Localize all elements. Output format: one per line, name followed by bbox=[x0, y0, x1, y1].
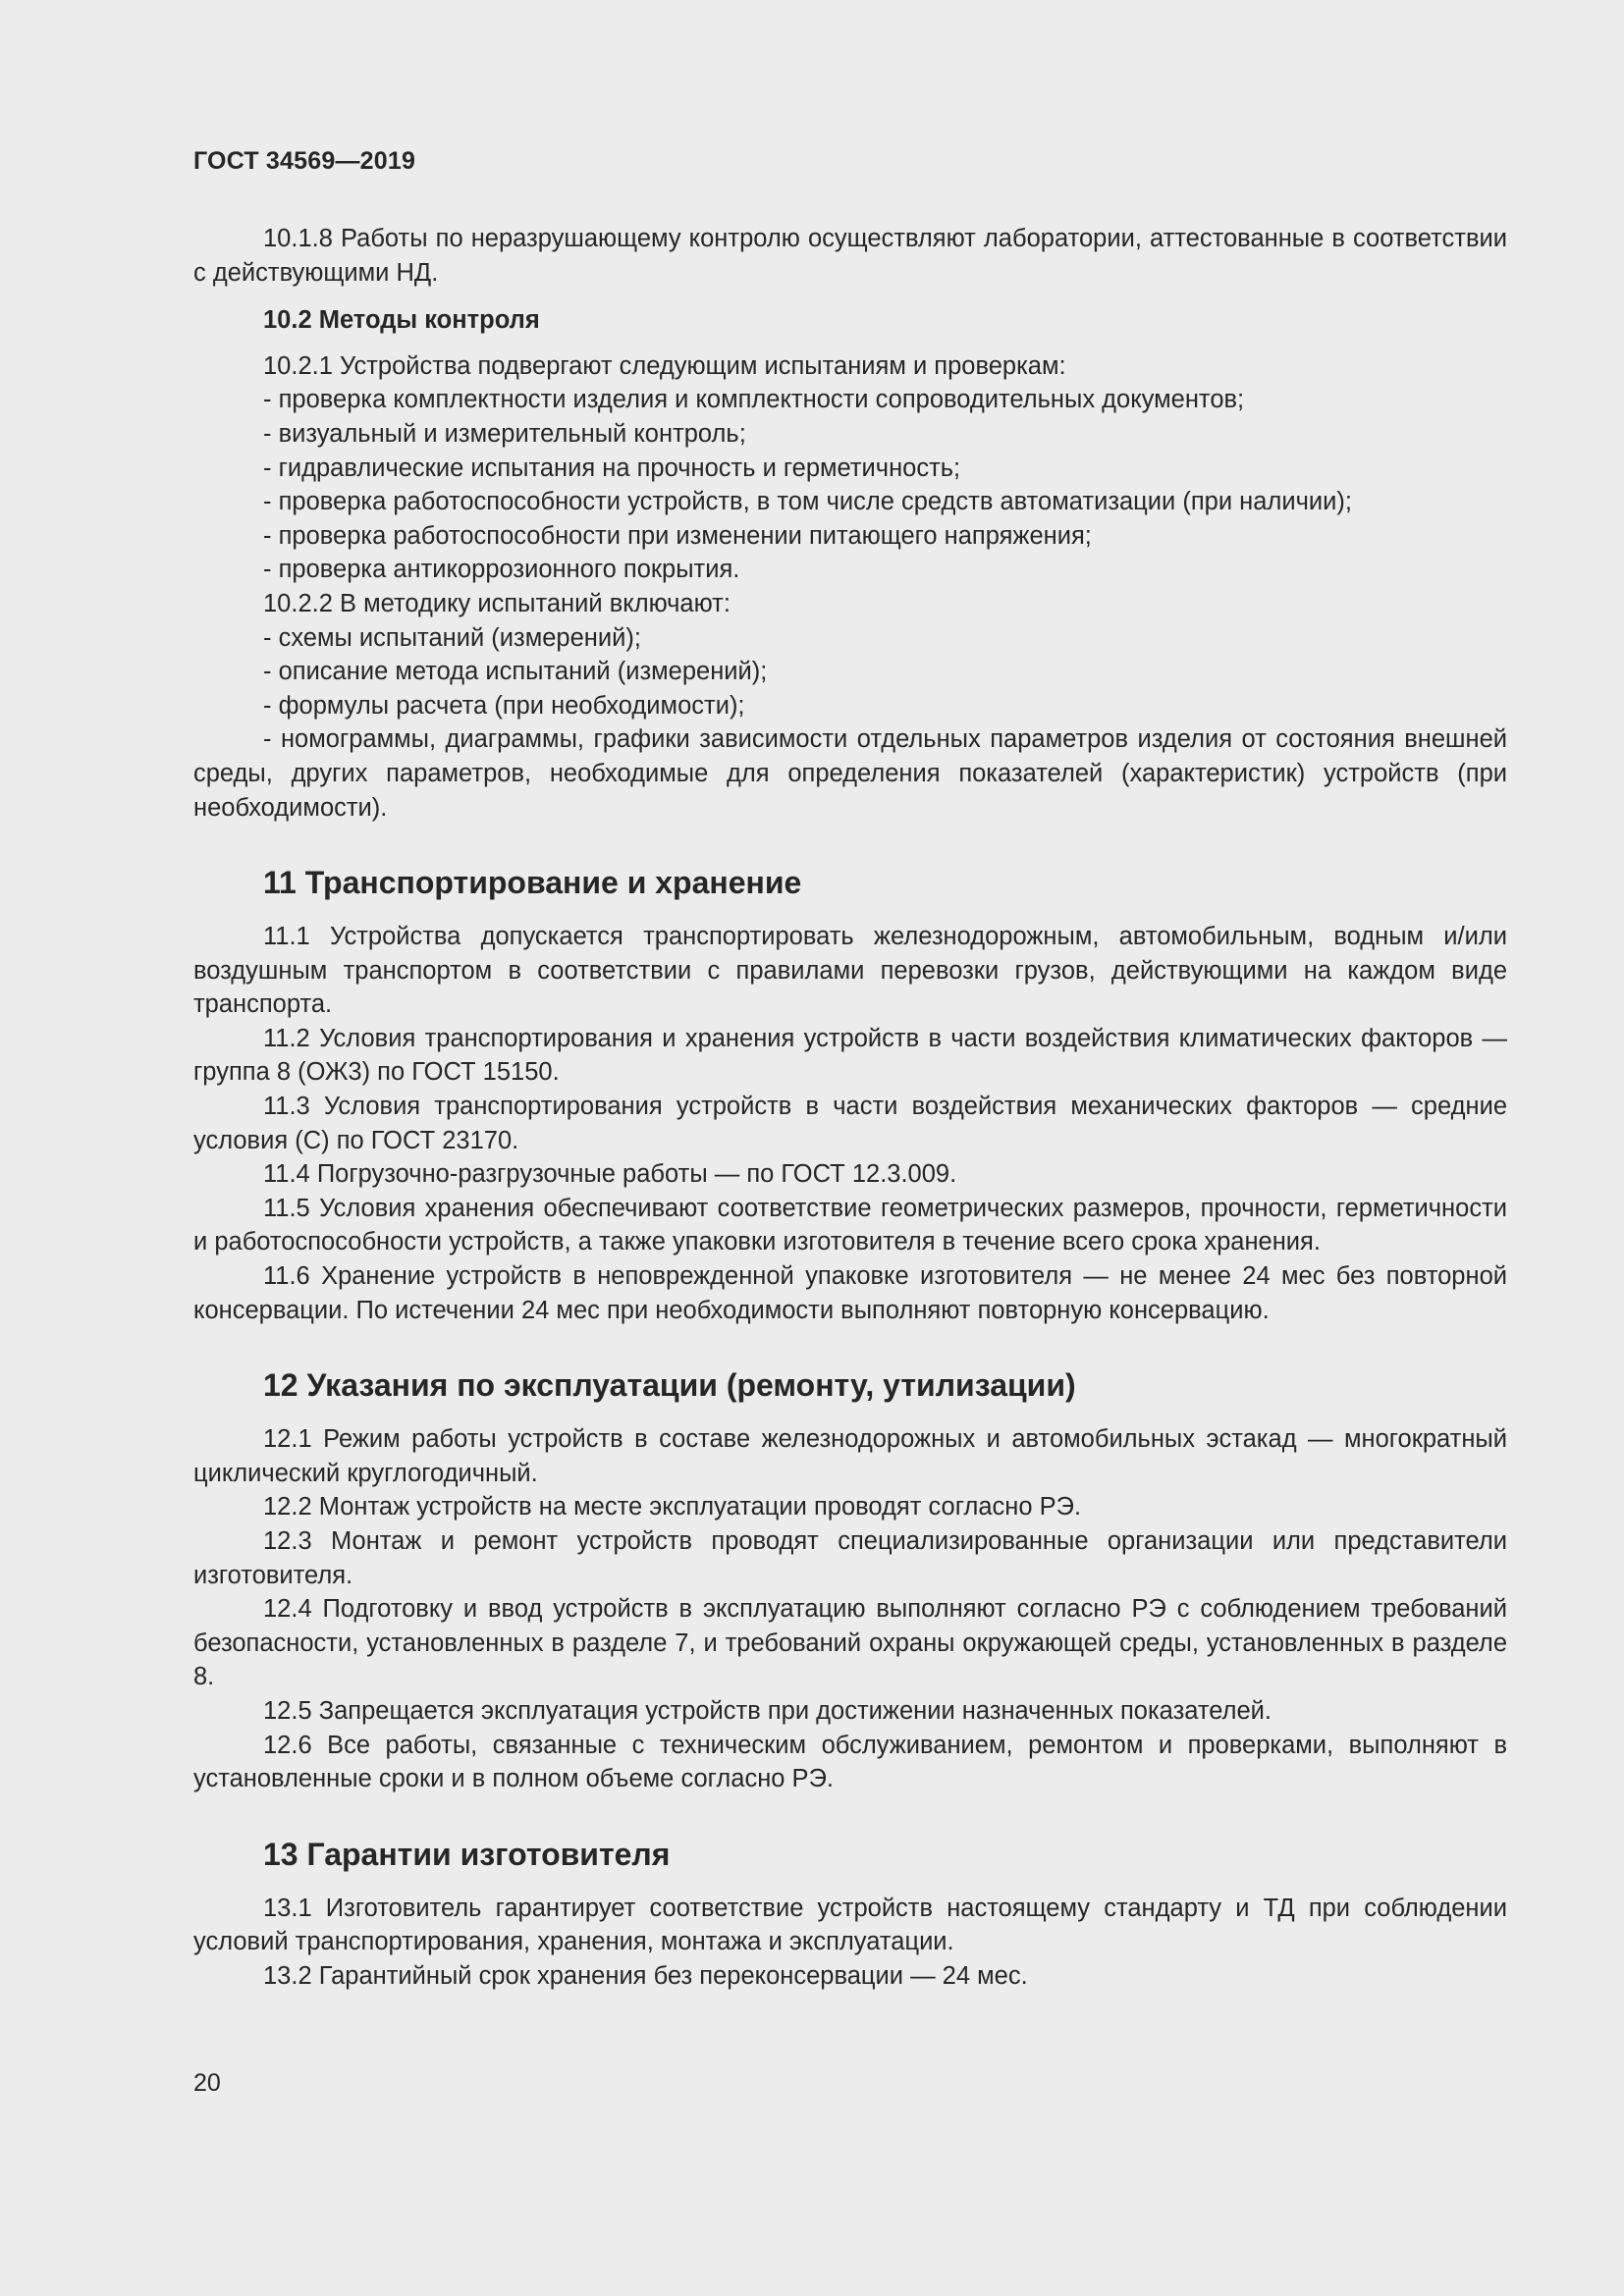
paragraph-10-2-1: 10.2.1 Устройства подвергают следующим испытаниям и проверкам: bbox=[263, 351, 1066, 380]
list-item: - проверка комплектности изделия и комплектности сопроводительных документов; bbox=[263, 386, 1245, 414]
list-item: - формулы расчета (при необходимости); bbox=[263, 691, 745, 720]
page-number: 20 bbox=[193, 2069, 221, 2097]
paragraph-12-5: 12.5 Запрещается эксплуатация устройств при достижении назначенных показателей. bbox=[263, 1696, 1272, 1725]
list-item: - проверка работоспособности при изменении питающего напряжения; bbox=[263, 521, 1092, 550]
subsection-heading-10-2: 10.2 Методы контроля bbox=[263, 306, 540, 335]
paragraph-12-4: 12.4 Подготовку и ввод устройств в эксплуатацию выполняют согласно РЭ с соблюдением требований безопасности, установленных в разделе 7, и требований охраны окружающей среды, установленных в разделе 8. bbox=[193, 1595, 1507, 1691]
section-heading-12: 12 Указания по эксплуатации (ремонту, утилизации) bbox=[263, 1367, 1076, 1404]
paragraph-11-3: 11.3 Условия транспортирования устройств в части воздействия механических факторов — средние условия (С) по ГОСТ 23170. bbox=[193, 1093, 1507, 1154]
document-body bbox=[193, 222, 1507, 1994]
list-item: - визуальный и измерительный контроль; bbox=[263, 419, 746, 448]
document-code-header: ГОСТ 34569—2019 bbox=[193, 147, 416, 175]
paragraph-11-5: 11.5 Условия хранения обеспечивают соответствие геометрических размеров, прочности, герметичности и работоспособности устройств, а также упаковки изготовителя в течение всего срока хранения. bbox=[193, 1194, 1507, 1256]
paragraph-13-2: 13.2 Гарантийный срок хранения без переконсервации — 24 мес. bbox=[263, 1961, 1028, 1990]
paragraph-11-2: 11.2 Условия транспортирования и хранения устройств в части воздействия климатических факторов — группа 8 (ОЖ3) по ГОСТ 15150. bbox=[193, 1024, 1507, 1087]
list-item: - описание метода испытаний (измерений); bbox=[263, 658, 768, 686]
paragraph-10-1-8: 10.1.8 Работы по неразрушающему контролю осуществляют лаборатории, аттестованные в соответствии с действующими НД. bbox=[193, 225, 1507, 287]
paragraph-10-2-2: 10.2.2 В методику испытаний включают: bbox=[263, 589, 731, 617]
paragraph-12-6: 12.6 Все работы, связанные с техническим обслуживанием, ремонтом и проверками, выполняют в установленные сроки и в полном объеме согласно РЭ. bbox=[193, 1731, 1507, 1793]
list-item: - схемы испытаний (измерений); bbox=[263, 623, 641, 652]
paragraph-12-3: 12.3 Монтаж и ремонт устройств проводят специализированные организации или представители изготовителя. bbox=[193, 1527, 1507, 1589]
list-item: - проверка работоспособности устройств, в том числе средств автоматизации (при наличии); bbox=[263, 488, 1352, 516]
list-item: - гидравлические испытания на прочность и герметичность; bbox=[263, 454, 961, 482]
paragraph-12-1: 12.1 Режим работы устройств в составе железнодорожных и автомобильных эстакад — многократный циклический круглогодичный. bbox=[193, 1425, 1507, 1487]
paragraph-13-1: 13.1 Изготовитель гарантирует соответствие устройств настоящему стандарту и ТД при соблюдении условий транспортирования, хранения, монтажа и эксплуатации. bbox=[193, 1894, 1507, 1956]
list-item: - проверка антикоррозионного покрытия. bbox=[263, 556, 740, 584]
section-heading-13: 13 Гарантии изготовителя bbox=[263, 1836, 671, 1872]
section-heading-11: 11 Транспортирование и хранение bbox=[263, 865, 802, 901]
paragraph-11-4: 11.4 Погрузочно-разгрузочные работы — по ГОСТ 12.3.009. bbox=[263, 1160, 957, 1189]
list-item: - номограммы, диаграммы, графики зависимости отдельных параметров изделия от состояния внешней среды, других параметров, необходимые для определения показателей (характеристик) устройств (при необходимости). bbox=[193, 725, 1507, 822]
paragraph-11-6: 11.6 Хранение устройств в неповрежденной упаковке изготовителя — не менее 24 мес без повторной консервации. По истечении 24 мес при необходимости выполняют повторную консервацию. bbox=[193, 1262, 1507, 1324]
paragraph-12-2: 12.2 Монтаж устройств на месте эксплуатации проводят согласно РЭ. bbox=[263, 1493, 1082, 1522]
paragraph-11-1: 11.1 Устройства допускается транспортировать железнодорожным, автомобильным, водным и/или воздушным транспортом в соответствии с правилами перевозки грузов, действующими на каждом виде транспорта. bbox=[193, 923, 1507, 1019]
